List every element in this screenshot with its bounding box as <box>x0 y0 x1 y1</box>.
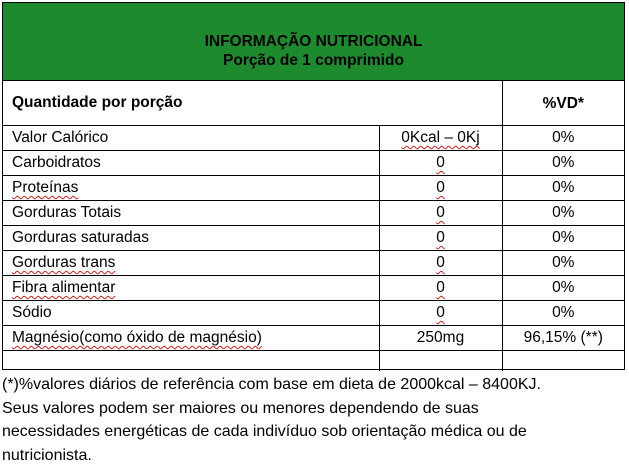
table-row <box>3 301 624 326</box>
nutrient-name: Sódio <box>3 301 379 326</box>
nutrient-vd: 0% <box>502 301 624 326</box>
nutrient-amount: 0Kcal – 0Kj <box>401 129 480 146</box>
nutrient-vd: 0% <box>502 201 624 226</box>
table-row <box>3 126 624 151</box>
col-quantity-header: Quantidade por porção <box>3 81 502 126</box>
table-row <box>3 276 624 301</box>
nutrient-amount: 0 <box>436 179 445 196</box>
nutrient-amount: 0 <box>436 304 445 321</box>
footnote-line: (*)%valores diários de referência com base em dieta de 2000kcal – 8400KJ. <box>2 376 541 393</box>
nutrient-vd: 96,15% (**) <box>502 326 624 351</box>
empty-cell <box>3 351 379 372</box>
footnote-line: Seus valores podem ser maiores ou menores dependendo de suas <box>2 399 479 417</box>
nutrient-name: Valor Calórico <box>3 126 379 151</box>
table-header-row <box>3 81 624 126</box>
footnote <box>2 373 620 467</box>
nutrient-vd: 0% <box>502 251 624 276</box>
col-vd-header: %VD* <box>502 81 624 126</box>
nutrient-amount: 250mg <box>379 326 502 351</box>
nutrient-vd: 0% <box>502 276 624 301</box>
empty-cell <box>379 351 502 372</box>
nutrient-name: Magnésio(como óxido de magnésio) <box>12 329 262 346</box>
nutrient-vd: 0% <box>502 176 624 201</box>
nutrient-name: Carboidratos <box>3 151 379 176</box>
nutrient-name: Gorduras trans <box>12 254 116 271</box>
table-row-empty <box>3 351 624 372</box>
nutrient-amount: 0 <box>436 204 445 221</box>
empty-cell <box>502 351 624 372</box>
nutrition-title: INFORMAÇÃO NUTRICIONAL <box>204 33 423 50</box>
nutrition-header <box>3 3 624 81</box>
nutrition-facts-panel <box>2 2 625 370</box>
footnote-line: necessidades energéticas de cada indivíduo sob orientação médica ou de <box>2 423 527 440</box>
nutrient-name: Gorduras saturadas <box>3 226 379 251</box>
nutrient-amount: 0 <box>436 279 445 296</box>
nutrition-table <box>3 81 624 371</box>
nutrient-name: Proteínas <box>12 179 79 196</box>
serving-size: Porção de 1 comprimido <box>223 52 404 69</box>
table-row <box>3 176 624 201</box>
nutrient-amount: 0 <box>436 154 445 171</box>
footnote-line: nutricionista. <box>2 446 92 464</box>
table-row <box>3 201 624 226</box>
table-row <box>3 251 624 276</box>
nutrient-name: Fibra alimentar <box>12 279 116 296</box>
table-row <box>3 326 624 351</box>
table-row <box>3 226 624 251</box>
nutrient-amount: 0 <box>436 254 445 271</box>
nutrient-amount: 0 <box>436 229 445 246</box>
nutrient-vd: 0% <box>502 226 624 251</box>
nutrient-name: Gorduras Totais <box>3 201 379 226</box>
nutrient-vd: 0% <box>502 151 624 176</box>
nutrient-vd: 0% <box>502 126 624 151</box>
table-row <box>3 151 624 176</box>
